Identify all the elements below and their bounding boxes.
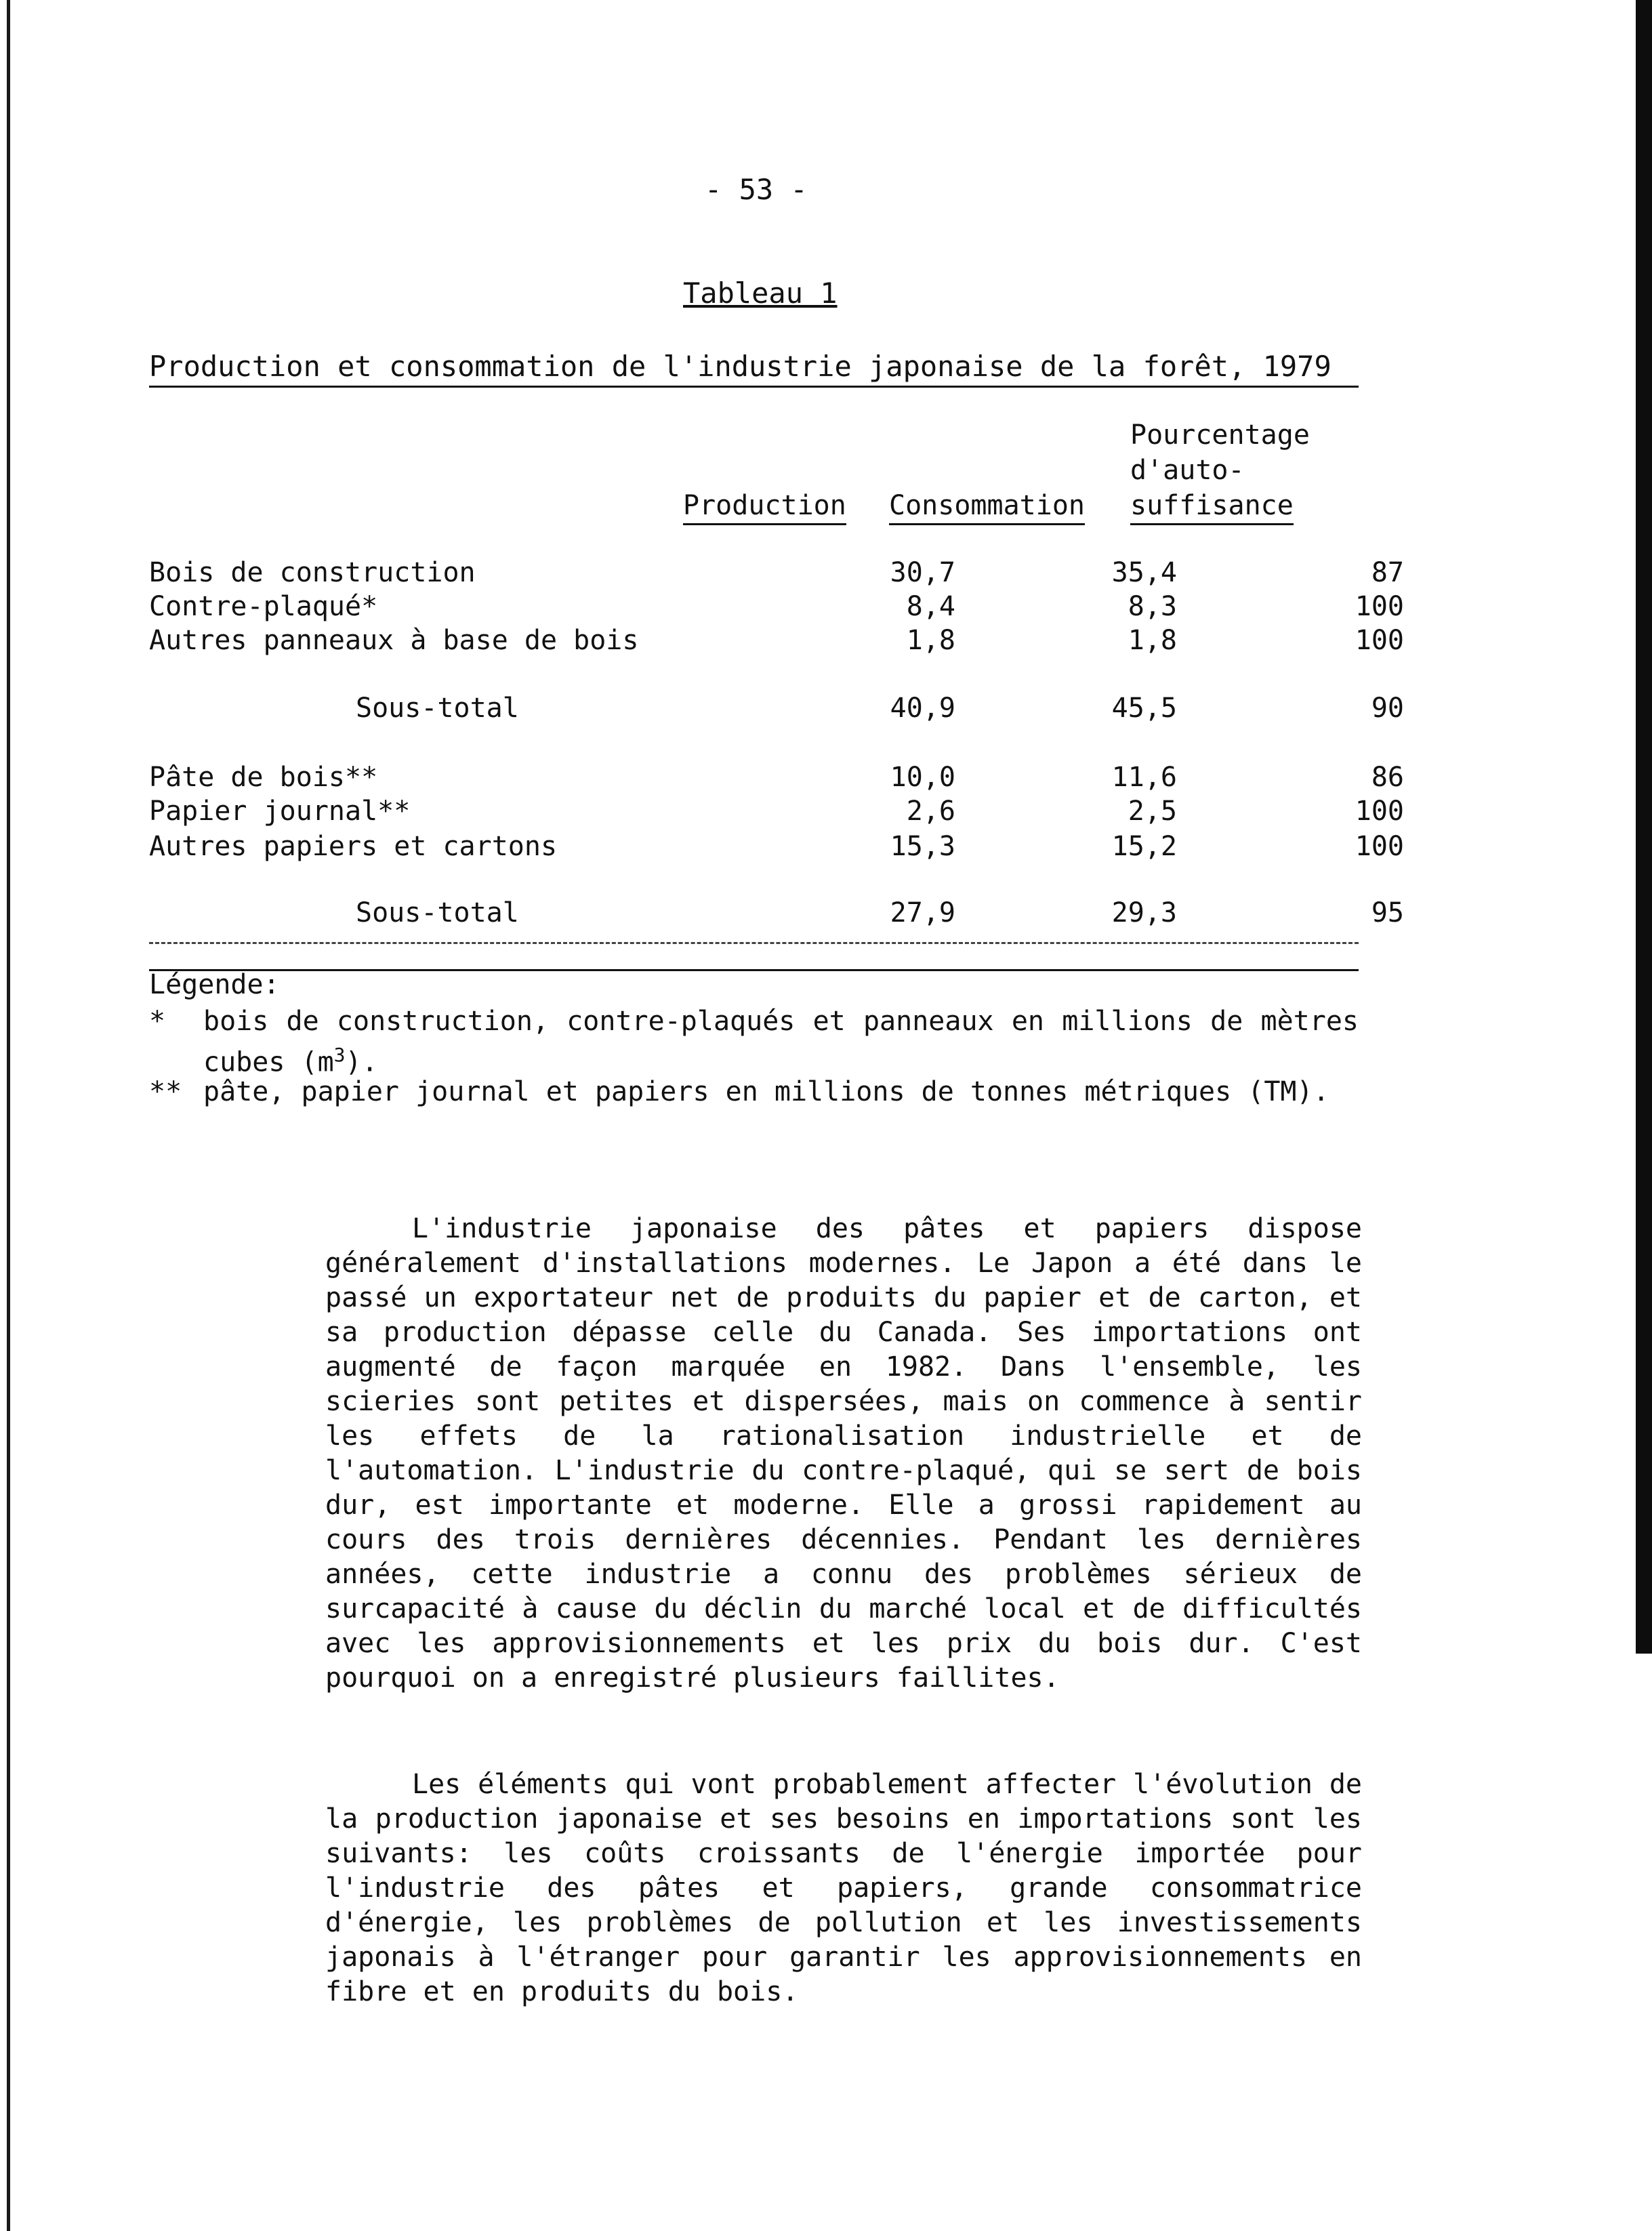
row-consommation: 29,3: [1111, 897, 1177, 928]
row-production: 40,9: [890, 693, 955, 724]
page-number: - 53 -: [705, 173, 808, 206]
row-production: 8,4: [906, 591, 955, 622]
legend-text: bois de construction, contre-plaqués et panneaux en millions de mètres cubes $(m^3)$.: [203, 1006, 1359, 1078]
row-label: Bois de construction: [149, 557, 476, 588]
row-pct: 100: [1355, 796, 1404, 827]
row-label: Pâte de bois**: [149, 762, 378, 793]
legend-item: [149, 1075, 1359, 1143]
row-label: Sous-total: [356, 897, 519, 928]
legend-title: Légende:: [149, 969, 280, 1000]
row-production: 27,9: [890, 897, 955, 928]
header-consommation: Consommation: [889, 488, 1085, 525]
row-production: 15,3: [890, 831, 955, 862]
row-production: 30,7: [890, 557, 955, 588]
row-consommation: 35,4: [1111, 557, 1177, 588]
row-label: Sous-total: [356, 693, 519, 724]
row-production: 2,6: [906, 796, 955, 827]
table-row: [149, 831, 1404, 865]
header-pct-line1: Pourcentage: [1130, 419, 1310, 451]
header-production: Production: [683, 488, 846, 525]
table-row: [149, 796, 1404, 830]
row-pct: 90: [1371, 693, 1404, 724]
legend-mark: *: [149, 1006, 166, 1037]
table-row-subtotal: [149, 897, 1404, 931]
table-row-subtotal: [149, 693, 1404, 726]
body-paragraph: L'industrie japonaise des pâtes et papiers dispose généralement d'installations modernes. Le Japon a été dans le passé un exportateur net de produits du papier et de carton, et sa production dépasse celle du Canada. Ses importations ont augmenté de façon marquée en 1982. Dans l'ensemble, les scieries sont petites et dispersées, mais on commence à sentir les effets de la rationalisation industrielle et de l'automation. L'industrie du contre-plaqué, qui se sert de bois dur, est importante et moderne. Elle a grossi rapidement au cours des trois dernières décennies. Pendant les dernières années, cette industrie a connu des problèmes sérieux de surcapacité à cause du déclin du marché local et de difficultés avec les approvisionnements et les prix du bois dur. C'est pourquoi on a enregistré plusieurs faillites.: [325, 1213, 1362, 1694]
row-pct: 100: [1355, 591, 1404, 622]
body-paragraph: Les éléments qui vont probablement affecter l'évolution de la production japonaise et ses besoins en importations sont les suivants: les coûts croissants de l'énergie importée pour l'industrie des pâtes et papiers, grande consommatrice d'énergie, les problèmes de pollution et les investissements japonais à l'étranger pour garantir les approvisionnements en fibre et en produits du bois.: [325, 1769, 1362, 2007]
row-consommation: 2,5: [1128, 796, 1177, 827]
row-pct: 100: [1355, 625, 1404, 656]
row-pct: 87: [1371, 557, 1404, 588]
header-pct-line3: suffisance: [1130, 488, 1294, 525]
table-solid-rule: [149, 969, 1359, 971]
table-title: Production et consommation de l'industrie japonaise de la forêt, 1979: [149, 350, 1359, 388]
scan-right-edge: [1636, 0, 1652, 1654]
legend-mark: **: [149, 1076, 182, 1107]
row-pct: 95: [1371, 897, 1404, 928]
row-consommation: 45,5: [1111, 693, 1177, 724]
row-label: Contre-plaqué*: [149, 591, 378, 622]
row-label: Autres panneaux à base de bois: [149, 625, 639, 656]
legend-text: pâte, papier journal et papiers en millions de tonnes métriques (TM).: [203, 1076, 1329, 1107]
scan-left-edge: [7, 0, 10, 2231]
table-row: [149, 591, 1404, 625]
row-consommation: 15,2: [1111, 831, 1177, 862]
header-pct-line2: d'auto-: [1130, 455, 1245, 486]
row-consommation: 1,8: [1128, 625, 1177, 656]
row-production: 10,0: [890, 762, 955, 793]
table-row: [149, 557, 1404, 591]
table-label: Tableau 1: [683, 277, 838, 310]
header-pourcentage: [1130, 417, 1310, 525]
table-dashed-rule: [149, 942, 1359, 944]
row-label: Papier journal**: [149, 796, 411, 827]
row-label: Autres papiers et cartons: [149, 831, 558, 862]
row-pct: 86: [1371, 762, 1404, 793]
table-row: [149, 762, 1404, 796]
row-consommation: 8,3: [1128, 591, 1177, 622]
row-pct: 100: [1355, 831, 1404, 862]
table-row: [149, 625, 1404, 659]
legend-item: [149, 1004, 1359, 1078]
row-production: 1,8: [906, 625, 955, 656]
row-consommation: 11,6: [1111, 762, 1177, 793]
